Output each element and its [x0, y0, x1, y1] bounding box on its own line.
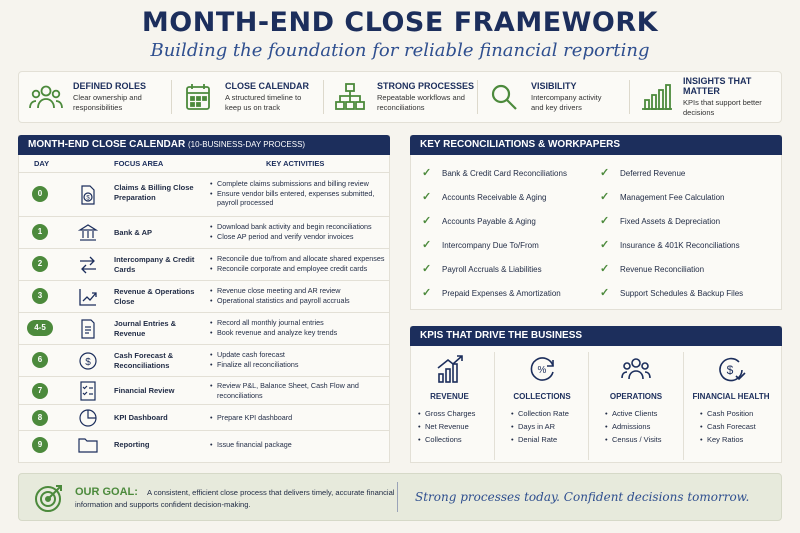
- activity-item: • Record all monthly journal entries: [210, 318, 386, 328]
- kpi-item: • Cash Position: [700, 407, 778, 420]
- kpi-list: [605, 407, 683, 446]
- focus-area: Claims & Billing Close Preparation: [114, 183, 194, 202]
- dollar-check-icon: [715, 354, 747, 384]
- activity-item: • Update cash forecast: [210, 350, 386, 360]
- day-badge: 1: [32, 224, 48, 240]
- kpi-item: • Key Ratios: [700, 433, 778, 446]
- activity-item: • Reconcile due to/from and allocate shared expenses: [210, 254, 386, 264]
- bar-chart-icon: [639, 82, 673, 112]
- calendar-row: [18, 404, 390, 430]
- checkmark-icon: ✓: [422, 287, 432, 299]
- activities-list: [210, 179, 386, 208]
- checkmark-icon: ✓: [422, 263, 432, 275]
- activities-list: [210, 286, 386, 305]
- reconciliation-item: ✓ Accounts Payable & Aging: [422, 215, 536, 227]
- activities-list: [210, 318, 386, 337]
- kpi-item: • Cash Forecast: [700, 420, 778, 433]
- checkmark-icon: ✓: [600, 191, 610, 203]
- activities-list: [210, 413, 386, 423]
- reconciliation-item: ✓ Insurance & 401K Reconciliations: [600, 239, 740, 251]
- dollar-circle-icon: [78, 351, 98, 371]
- kpi-title: FINANCIAL HEALTH: [692, 392, 770, 401]
- kpi-item: • Gross Charges: [418, 407, 497, 420]
- col-activities: KEY ACTIVITIES: [266, 159, 325, 168]
- pillar-desc: Intercompany activity and key drivers: [531, 93, 602, 112]
- activity-item: • Prepare KPI dashboard: [210, 413, 386, 423]
- checkmark-icon: ✓: [600, 215, 610, 227]
- kpi-group-financial-health: [683, 352, 778, 460]
- target-icon: [33, 482, 65, 514]
- day-badge: 6: [32, 352, 48, 368]
- folder-icon: [78, 435, 98, 455]
- calendar-row: [18, 172, 390, 216]
- reconciliation-item: ✓ Support Schedules & Backup Files: [600, 287, 744, 299]
- kpi-title: COLLECTIONS: [513, 392, 571, 401]
- focus-area: Financial Review: [114, 386, 175, 395]
- calendar-row: [18, 248, 390, 280]
- trend-chart-icon: [78, 287, 98, 307]
- calendar-row: [18, 344, 390, 376]
- page-subtitle: Building the foundation for reliable financial reporting: [150, 40, 650, 61]
- checkmark-icon: ✓: [600, 287, 610, 299]
- calendar-icon: [181, 82, 215, 112]
- journal-icon: [78, 319, 98, 339]
- percent-cycle-icon: [526, 354, 558, 384]
- pillar-visibility: [477, 72, 629, 122]
- pillar-desc: KPIs that support better decisions: [683, 98, 762, 117]
- activity-item: • Finalize all reconciliations: [210, 360, 386, 370]
- day-badge: 0: [32, 186, 48, 202]
- kpi-group-revenue: [402, 352, 497, 460]
- calendar-row: [18, 216, 390, 248]
- pillar-title: INSIGHTS THAT MATTER: [683, 76, 752, 96]
- focus-area: KPI Dashboard: [114, 413, 168, 422]
- focus-area: Journal Entries & Revenue: [114, 319, 177, 338]
- pillar-desc: Clear ownership and responsibilities: [73, 93, 142, 112]
- kpi-title: REVENUE: [430, 392, 469, 401]
- pillar-desc: Repeatable workflows and reconciliations: [377, 93, 465, 112]
- goal-label: OUR GOAL:: [75, 486, 138, 498]
- calendar-title: MONTH-END CLOSE CALENDAR: [28, 139, 186, 150]
- reconciliation-item: ✓ Intercompany Due To/From: [422, 239, 539, 251]
- calendar-row: [18, 376, 390, 404]
- activity-item: • Revenue close meeting and AR review: [210, 286, 386, 296]
- activities-list: [210, 350, 386, 369]
- growth-bars-icon: [434, 354, 466, 384]
- kpi-group-collections: [494, 352, 589, 460]
- pillar-desc: A structured timeline to keep us on track: [225, 93, 302, 112]
- kpi-list: [700, 407, 778, 446]
- day-badge: 9: [32, 437, 48, 453]
- checkmark-icon: ✓: [422, 239, 432, 251]
- goal-banner: [18, 473, 782, 521]
- goal-text: A consistent, efficient close process that delivers timely, accurate financial information and supports confident decision-making.: [75, 488, 395, 509]
- goal-divider: [397, 482, 398, 512]
- col-day: DAY: [34, 159, 50, 168]
- activities-list: [210, 440, 386, 450]
- magnifier-icon: [487, 82, 521, 112]
- focus-area: Revenue & Operations Close: [114, 287, 195, 306]
- pillar-title: DEFINED ROLES: [73, 81, 147, 91]
- activity-item: • Issue financial package: [210, 440, 386, 450]
- svg-text:$: $: [86, 195, 90, 202]
- pillar-title: VISIBILITY: [531, 81, 577, 91]
- pillar-close-calendar: [171, 72, 323, 122]
- checkmark-icon: ✓: [422, 215, 432, 227]
- activity-item: • Operational statistics and payroll accruals: [210, 296, 386, 306]
- day-badge: 3: [32, 288, 48, 304]
- calendar-header: [18, 135, 390, 155]
- day-badge: 7: [32, 383, 48, 399]
- activity-item: • Complete claims submissions and billing review: [210, 179, 386, 189]
- checkmark-icon: ✓: [600, 239, 610, 251]
- kpi-item: • Collection Rate: [511, 407, 589, 420]
- reconciliation-item: ✓ Prepaid Expenses & Amortization: [422, 287, 561, 299]
- kpi-title: OPERATIONS: [609, 392, 663, 401]
- goal-tagline: Strong processes today. Confident decisions tomorrow.: [415, 490, 750, 504]
- reconciliation-item: ✓ Bank & Credit Card Reconciliations: [422, 167, 567, 179]
- checkmark-icon: ✓: [422, 167, 432, 179]
- kpi-group-operations: [588, 352, 683, 460]
- calendar-title-note: (10-BUSINESS-DAY PROCESS): [188, 140, 306, 149]
- checkmark-icon: ✓: [422, 191, 432, 203]
- focus-area: Reporting: [114, 440, 150, 449]
- reconciliation-item: ✓ Accounts Receivable & Aging: [422, 191, 547, 203]
- kpi-item: • Active Clients: [605, 407, 683, 420]
- checkmark-icon: ✓: [600, 263, 610, 275]
- pillar-title: STRONG PROCESSES: [377, 81, 475, 91]
- day-badge: 4-5: [27, 320, 53, 336]
- focus-area: Bank & AP: [114, 228, 153, 237]
- kpi-item: • Days in AR: [511, 420, 589, 433]
- checkmark-icon: ✓: [600, 167, 610, 179]
- activities-list: [210, 254, 386, 273]
- calendar-row: [18, 280, 390, 312]
- activity-item: • Ensure vendor bills entered, expenses submitted, payroll processed: [210, 189, 386, 208]
- pillar-insights: [629, 72, 781, 122]
- col-focus: FOCUS AREA: [114, 159, 164, 168]
- kpi-item: • Net Revenue: [418, 420, 497, 433]
- calendar-row: [18, 312, 390, 344]
- focus-area: Cash Forecast & Reconciliations: [114, 351, 174, 370]
- kpi-item: • Collections: [418, 433, 497, 446]
- pillar-title: CLOSE CALENDAR: [225, 81, 310, 91]
- day-badge: 2: [32, 256, 48, 272]
- pillar-strong-processes: [323, 72, 477, 122]
- pie-chart-icon: [78, 408, 98, 428]
- activities-list: [210, 381, 386, 400]
- activity-item: • Book revenue and analyze key trends: [210, 328, 386, 338]
- reconciliation-item: ✓ Payroll Accruals & Liabilities: [422, 263, 542, 275]
- svg-text:%: %: [537, 365, 547, 376]
- transfer-arrows-icon: [78, 255, 98, 275]
- calendar-column-headers: [18, 156, 390, 170]
- reconciliation-item: ✓ Fixed Assets & Depreciation: [600, 215, 721, 227]
- checklist-icon: [78, 381, 98, 401]
- dollar-document-icon: [78, 185, 98, 205]
- kpi-item: • Denial Rate: [511, 433, 589, 446]
- activity-item: • Reconcile corporate and employee credit cards: [210, 264, 386, 274]
- bank-icon: [78, 223, 98, 243]
- svg-text:$: $: [85, 357, 91, 368]
- pillar-defined-roles: [19, 72, 171, 122]
- activity-item: • Review P&L, Balance Sheet, Cash Flow and reconciliations: [210, 381, 370, 400]
- activities-list: [210, 222, 386, 241]
- calendar-row: [18, 430, 390, 458]
- people-icon: [29, 82, 63, 112]
- reconciliation-item: ✓ Deferred Revenue: [600, 167, 686, 179]
- svg-text:$: $: [726, 363, 734, 377]
- kpi-item: • Admissions: [605, 420, 683, 433]
- page-title: MONTH-END CLOSE FRAMEWORK: [141, 7, 659, 38]
- reconciliation-item: ✓ Revenue Reconciliation: [600, 263, 705, 275]
- group-icon: [620, 354, 652, 384]
- kpi-list: [418, 407, 497, 446]
- process-hierarchy-icon: [333, 82, 367, 112]
- pillars-bar: [18, 71, 782, 123]
- reconciliations-header: KEY RECONCILIATIONS & WORKPAPERS: [410, 135, 782, 155]
- day-badge: 8: [32, 410, 48, 426]
- kpi-item: • Census / Visits: [605, 433, 683, 446]
- reconciliation-item: ✓ Management Fee Calculation: [600, 191, 725, 203]
- activity-item: • Download bank activity and begin reconciliations: [210, 222, 386, 232]
- activity-item: • Close AP period and verify vendor invoices: [210, 232, 386, 242]
- kpi-list: [511, 407, 589, 446]
- focus-area: Intercompany & Credit Cards: [114, 255, 195, 274]
- kpi-header: KPIS THAT DRIVE THE BUSINESS: [410, 326, 782, 346]
